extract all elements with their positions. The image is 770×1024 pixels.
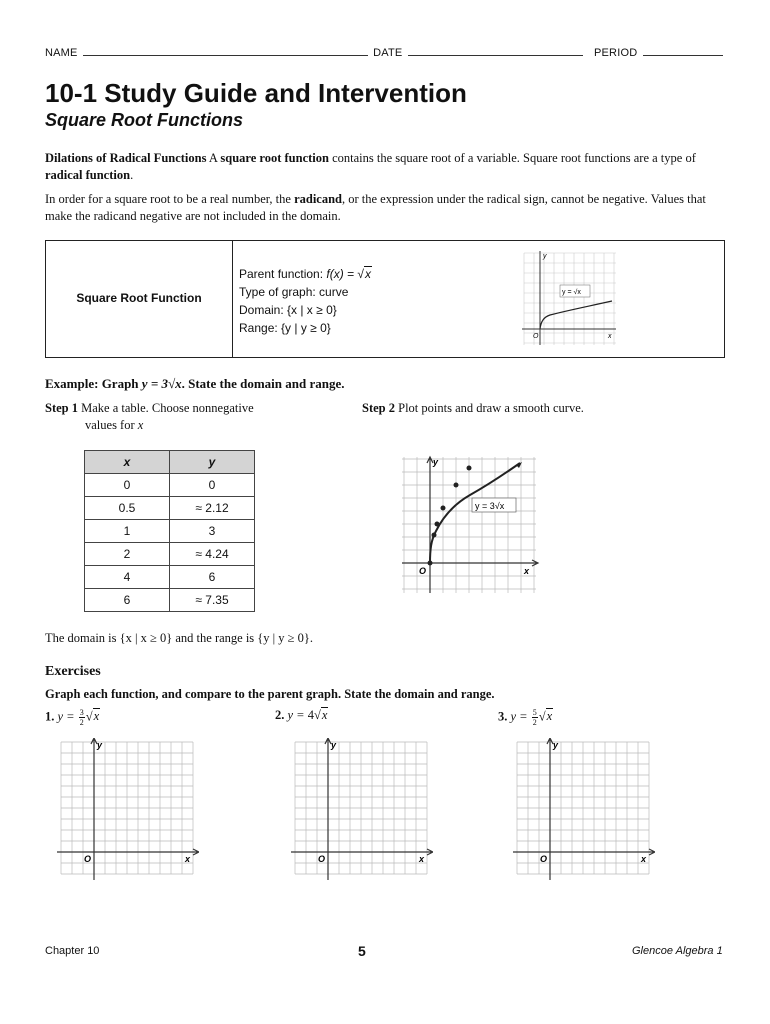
table-cell: 0: [85, 474, 170, 497]
origin-label: O: [419, 566, 427, 576]
axis-x-label: x: [419, 854, 425, 864]
frac-den: 2: [79, 718, 84, 727]
step1-text: Make a table. Choose nonnegative: [78, 401, 254, 415]
exercises-heading: Exercises: [45, 664, 101, 679]
y-axis: [325, 738, 331, 880]
step1-var: x: [137, 418, 144, 432]
axis-y-label: y: [433, 457, 439, 467]
step2-text: Plot points and draw a smooth curve.: [395, 401, 584, 415]
table-row: [85, 543, 255, 566]
exercise-3-grid[interactable]: [513, 738, 655, 880]
intro-text-b: contains the square root of a variable. Square root functions are a type of: [328, 151, 696, 165]
table-header-row: [85, 451, 255, 474]
table-row: [85, 589, 255, 612]
step2-label: Step 2: [362, 401, 395, 415]
x-axis: [291, 849, 433, 855]
axis-x-label: x: [608, 333, 612, 340]
date-label: DATE: [373, 47, 403, 59]
grid-lines: [517, 742, 649, 874]
name-label: NAME: [45, 47, 78, 59]
example-heading: [45, 376, 344, 392]
page-number: 5: [358, 943, 366, 959]
exercise-eq-prefix: y =: [287, 708, 308, 722]
table-cell: 2: [85, 543, 170, 566]
table-header-x: x: [85, 451, 170, 474]
grid-lines: [295, 742, 427, 874]
term-square-root-function: square root function: [220, 151, 329, 165]
example-equation: y = 3√x: [141, 376, 182, 391]
parent-prefix: Parent function:: [239, 267, 327, 281]
radicand-paragraph: [45, 191, 725, 225]
table-cell: 3: [170, 520, 255, 543]
concept-box: [45, 240, 725, 358]
radicand-var: x: [321, 708, 328, 722]
example-prefix: Example: Graph: [45, 376, 142, 391]
parent-fx: f(x) =: [326, 267, 358, 281]
frac-den: 2: [532, 718, 537, 727]
plot-point: [441, 506, 446, 511]
y-axis: [427, 457, 433, 593]
exercise-2-grid[interactable]: [291, 738, 433, 880]
parent-graph: [520, 249, 620, 349]
box-divider: [232, 241, 233, 357]
fraction: [79, 708, 85, 727]
exercise-3-label: 3. y = $\frac{5}{2}$ √x: [498, 708, 553, 727]
header-fields: [45, 47, 725, 59]
plot-point: [432, 533, 437, 538]
term-radical-function: radical function: [45, 168, 131, 182]
table-row: [85, 566, 255, 589]
graph-type: Type of graph: curve: [239, 285, 349, 299]
table-cell: 0: [170, 474, 255, 497]
axis-x-label: x: [185, 854, 191, 864]
parent-var: x: [365, 267, 371, 281]
x-axis: [513, 849, 655, 855]
domain-line: Domain: {x | x ≥ 0}: [239, 303, 337, 317]
exercise-eq-prefix: y =: [510, 709, 531, 724]
intro-text-c: .: [130, 168, 134, 182]
table-cell: ≈ 7.35: [170, 589, 255, 612]
intro-paragraph: [45, 150, 725, 184]
x-axis: [57, 849, 199, 855]
concept-label: Square Root Function: [76, 291, 202, 305]
exercise-number: 2.: [275, 708, 285, 722]
parent-curve: [540, 301, 612, 329]
grid-lines: [61, 742, 193, 874]
date-blank[interactable]: [408, 55, 583, 56]
frac-num: 5: [532, 708, 537, 717]
intro-heading: Dilations of Radical Functions: [45, 151, 207, 165]
para2-text-a: In order for a square root to be a real number, the: [45, 192, 295, 206]
table-cell: 4: [85, 566, 170, 589]
example-curve: [430, 463, 520, 563]
table-cell: ≈ 4.24: [170, 543, 255, 566]
step2: [362, 400, 584, 417]
value-table: [84, 450, 255, 612]
step1-label: Step 1: [45, 401, 78, 415]
exercise-1-grid[interactable]: [57, 738, 199, 880]
table-header-y: y: [170, 451, 255, 474]
concept-properties: [239, 265, 372, 337]
table-row: [85, 474, 255, 497]
period-label: PERIOD: [593, 47, 638, 59]
example-graph: [400, 455, 540, 595]
origin-label: O: [540, 854, 548, 864]
table-cell: 6: [85, 589, 170, 612]
table-cell: 6: [170, 566, 255, 589]
name-blank[interactable]: [83, 55, 368, 56]
table-cell: 1: [85, 520, 170, 543]
axis-y-label: y: [97, 740, 103, 750]
frac-num: 3: [79, 708, 84, 717]
exercises-instruction: Graph each function, and compare to the parent graph. State the domain and range.: [45, 687, 495, 701]
axis-y-label: y: [331, 740, 337, 750]
table-cell: ≈ 2.12: [170, 497, 255, 520]
range-line: Range: {y | y ≥ 0}: [239, 321, 331, 335]
origin-label: O: [318, 854, 326, 864]
exercise-2-label: 2. y = 4√x: [275, 708, 328, 722]
plot-point: [435, 522, 440, 527]
table-row: [85, 520, 255, 543]
table-row: [85, 497, 255, 520]
exercise-number: 1.: [45, 709, 55, 724]
exercise-1-label: 1. y = $\frac{3}{2}$ √x: [45, 708, 100, 727]
radicand-var: x: [546, 709, 553, 724]
parent-graph-label: y = √x: [562, 289, 581, 296]
period-blank[interactable]: [643, 55, 723, 56]
page-subtitle: Square Root Functions: [45, 110, 243, 130]
page-title: 10-1 Study Guide and Intervention: [45, 78, 467, 108]
y-axis: [547, 738, 553, 880]
plot-point: [428, 561, 433, 566]
footer-chapter: Chapter 10: [45, 945, 100, 957]
plot-point: [454, 483, 459, 488]
radicand-var: x: [93, 709, 100, 724]
y-axis: [91, 738, 97, 880]
parent-function: Parent function: f(x) = √x: [239, 267, 371, 281]
domain-statement: The domain is {x | x ≥ 0} and the range is {y | y ≥ 0}.: [45, 631, 314, 645]
footer-book: Glencoe Algebra 1: [632, 945, 723, 957]
origin-label: O: [533, 333, 539, 340]
coefficient: 4: [307, 708, 314, 722]
axis-x-label: x: [641, 854, 647, 864]
term-radicand: radicand: [294, 192, 342, 206]
table-cell: 0.5: [85, 497, 170, 520]
example-graph-label: y = 3√x: [475, 501, 505, 511]
origin-label: O: [84, 854, 92, 864]
axis-y-label: y: [553, 740, 559, 750]
exercise-number: 3.: [498, 709, 508, 724]
fraction: [532, 708, 538, 727]
axis-y-label: y: [543, 253, 547, 260]
para2-text-b: , or the expression under the radical sign, cannot be negative. Values that make the radicand negative are not included in the domain.: [45, 192, 706, 223]
axis-x-label: x: [524, 566, 530, 576]
intro-text-a: A: [206, 151, 221, 165]
step1-text2: values for: [85, 418, 138, 432]
exercise-eq-prefix: y =: [57, 709, 78, 724]
step1: [45, 400, 254, 434]
example-suffix: . State the domain and range.: [181, 376, 345, 391]
plot-point: [467, 466, 472, 471]
